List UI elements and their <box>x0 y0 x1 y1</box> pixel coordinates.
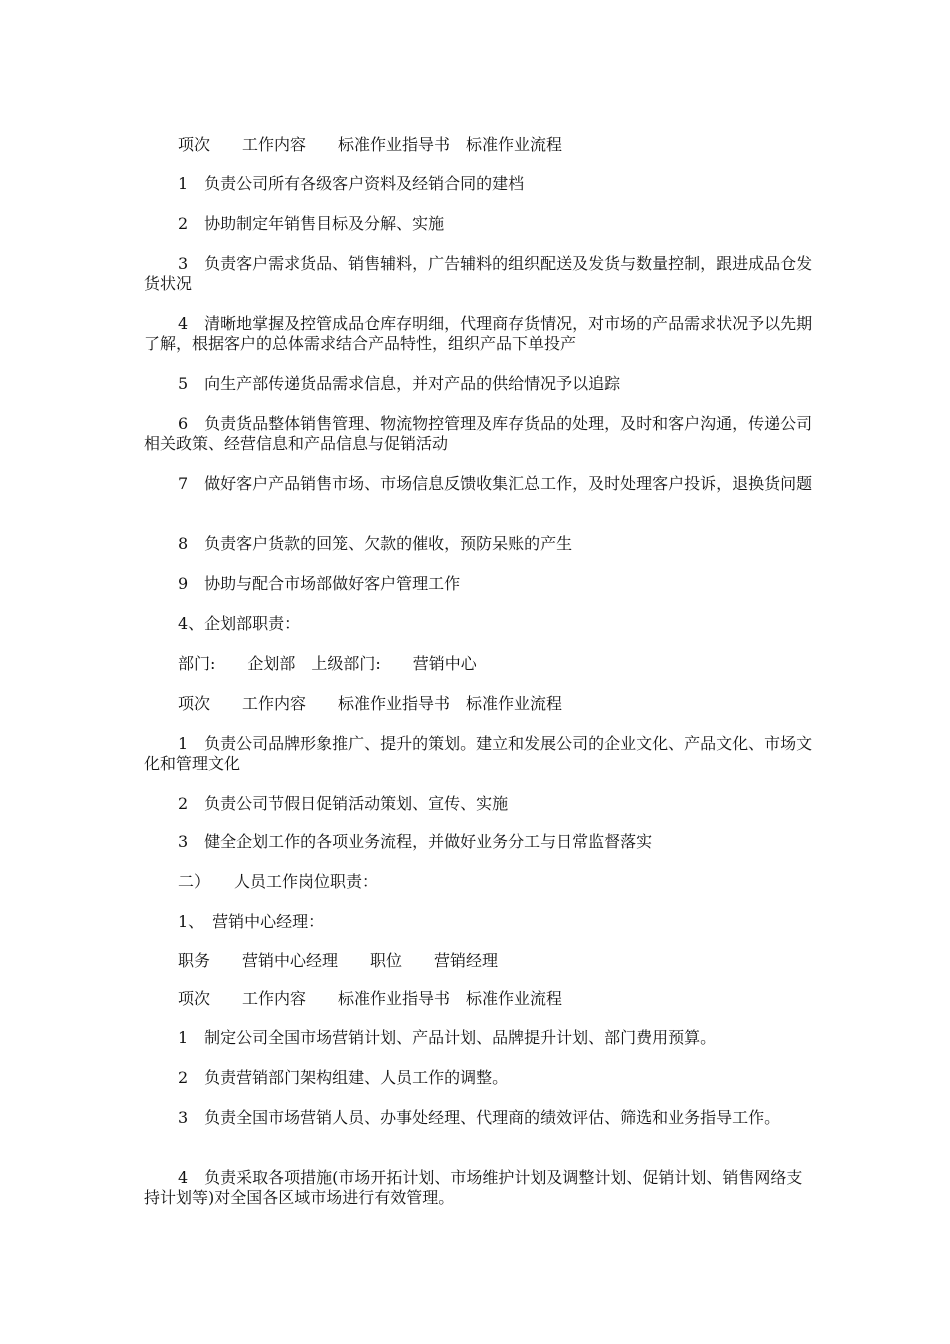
table-header-line: 项次 工作内容 标准作业指导书 标准作业流程 <box>178 135 563 154</box>
manager-item-1: 1 制定公司全国市场营销计划、产品计划、品牌提升计划、部门费用预算。 <box>178 1028 717 1047</box>
duty-item-9: 9 协助与配合市场部做好客户管理工作 <box>178 574 461 593</box>
duty-item-6: 6 负责货品整体销售管理、物流物控管理及库存货品的处理，及时和客户沟通，传递公司相关政策、经营信息和产品信息与促销活动 <box>144 414 813 453</box>
manager-item-3: 3 负责全国市场营销人员、办事处经理、代理商的绩效评估、筛选和业务指导工作。 <box>178 1108 781 1127</box>
duty-item-8: 8 负责客户货款的回笼、欠款的催收，预防呆账的产生 <box>178 534 573 553</box>
table-header-line: 项次 工作内容 标准作业指导书 标准作业流程 <box>178 989 563 1008</box>
position-line: 职务 营销中心经理 职位 营销经理 <box>178 951 499 970</box>
manager-item-2: 2 负责营销部门架构组建、人员工作的调整。 <box>178 1068 509 1087</box>
planning-item-2: 2 负责公司节假日促销活动策划、宣传、实施 <box>178 794 509 813</box>
duty-item-4: 4 清晰地掌握及控管成品仓库存明细，代理商存货情况，对市场的产品需求状况予以先期了解，根据客户的总体需求结合产品特性，组织产品下单投产 <box>144 314 813 353</box>
duty-item-3: 3 负责客户需求货品、销售辅料，广告辅料的组织配送及发货与数量控制，跟进成品仓发货状况 <box>144 254 813 293</box>
department-line: 部门: 企划部 上级部门: 营销中心 <box>178 654 477 673</box>
duty-item-1: 1 负责公司所有各级客户资料及经销合同的建档 <box>178 174 525 193</box>
subsection-heading-manager: 1、 营销中心经理： <box>178 912 325 931</box>
duty-item-5: 5 向生产部传递货品需求信息，并对产品的供给情况予以追踪 <box>178 374 621 393</box>
planning-item-3: 3 健全企划工作的各项业务流程，并做好业务分工与日常监督落实 <box>178 832 653 851</box>
section-heading-planning: 4、企划部职责： <box>178 614 301 633</box>
table-header-line: 项次 工作内容 标准作业指导书 标准作业流程 <box>178 694 563 713</box>
duty-item-2: 2 协助制定年销售目标及分解、实施 <box>178 214 445 233</box>
duty-item-7: 7 做好客户产品销售市场、市场信息反馈收集汇总工作，及时处理客户投诉，退换货问题 <box>178 474 813 493</box>
section-heading-staff: 二） 人员工作岗位职责： <box>178 872 379 891</box>
manager-item-4: 4 负责采取各项措施(市场开拓计划、市场维护计划及调整计划、促销计划、销售网络支持计划等)对全国各区域市场进行有效管理。 <box>144 1168 803 1207</box>
planning-item-1: 1 负责公司品牌形象推广、提升的策划。建立和发展公司的企业文化、产品文化、市场文化和管理文化 <box>144 734 813 773</box>
